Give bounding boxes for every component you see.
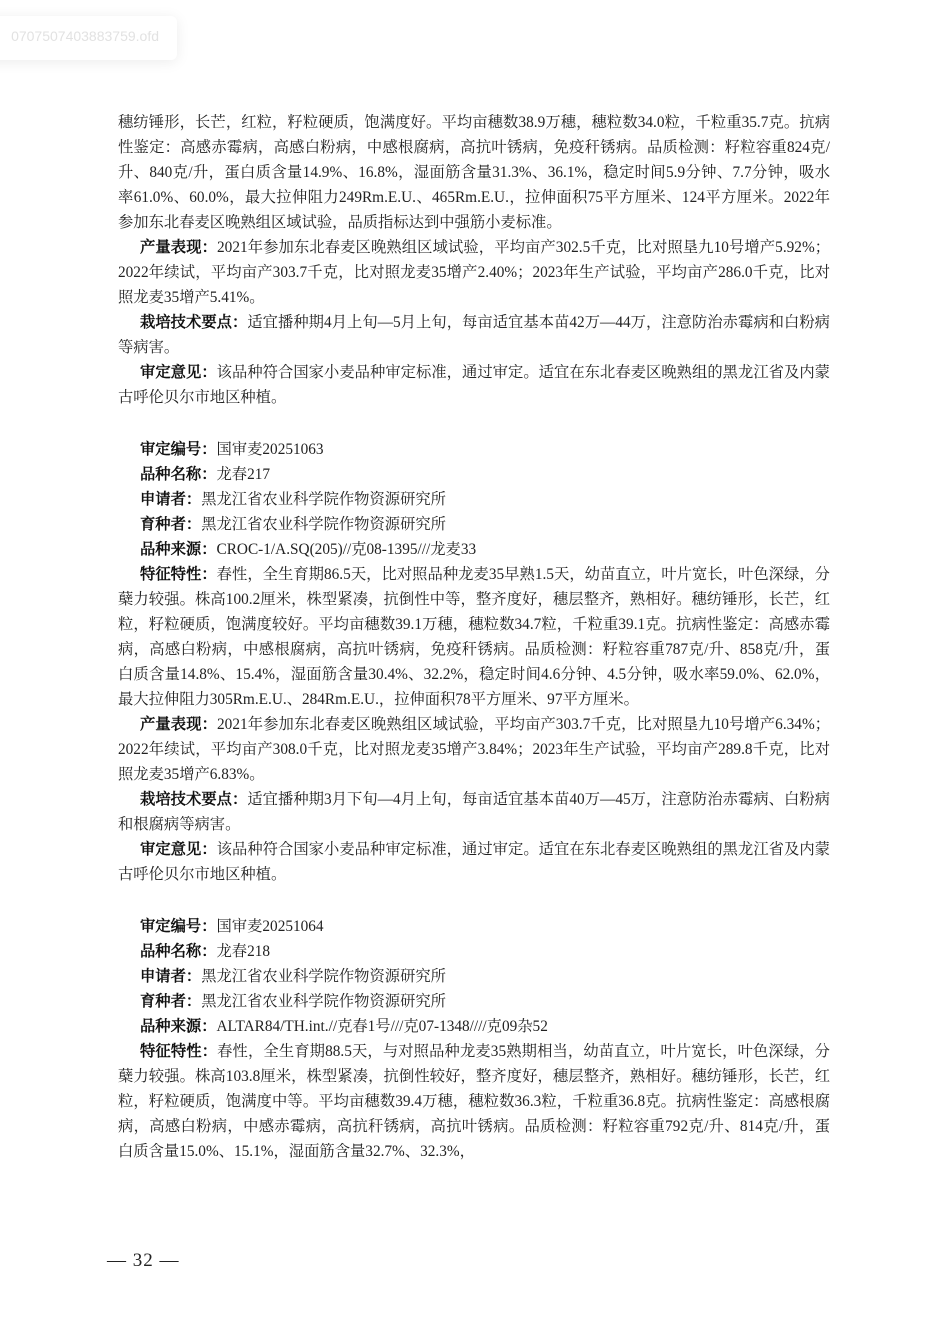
- value: 2021年参加东北春麦区晚熟组区域试验，平均亩产303.7千克，比对照垦九10号增产6.34%；2022年续试，平均亩产308.0千克，比对照龙麦35增产3.84%；2023年生产试验，平均亩产289.8千克，比对照龙麦35增产6.83%。: [118, 716, 830, 783]
- traits-continuation: 穗纺锤形，长芒，红粒，籽粒硬质，饱满度好。平均亩穗数38.9万穗，穗粒数34.0粒，千粒重35.7克。抗病性鉴定：高感赤霉病，高感白粉病，中感根腐病，高抗叶锈病，免疫秆锈病。品质检测：籽粒容重824克/升、840克/升，蛋白质含量14.9%、16.8%，湿面筋含量31.3%、36.1%，稳定时间5.9分钟、7.7分钟，吸水率61.0%、60.0%，最大拉伸阻力249Rm.E.U.、465Rm.E.U.，拉伸面积75平方厘米、124平方厘米。2022年参加东北春麦区晚熟组区域试验，品质指标达到中强筋小麦标准。: [118, 114, 830, 231]
- approval-number: [118, 914, 830, 939]
- applicant: [118, 964, 830, 989]
- breeder: [118, 989, 830, 1014]
- label: 产量表现：: [140, 239, 218, 256]
- traits-paragraph: [118, 562, 830, 712]
- page-number: — 32 —: [107, 1250, 180, 1271]
- cultivation-paragraph: [118, 787, 830, 837]
- value: 黑龙江省农业科学院作物资源研究所: [201, 968, 446, 985]
- label: 育种者：: [140, 993, 202, 1010]
- file-name-tab[interactable]: [0, 16, 177, 60]
- label: 品种名称：: [140, 943, 217, 960]
- label: 栽培技术要点：: [140, 314, 248, 331]
- label: 产量表现：: [140, 716, 218, 733]
- value: 黑龙江省农业科学院作物资源研究所: [201, 516, 446, 533]
- applicant: [118, 487, 830, 512]
- label: 申请者：: [140, 491, 202, 508]
- traits-paragraph: [118, 1039, 830, 1164]
- value: 适宜播种期3月下旬—4月上旬，每亩适宜基本苗40万—45万，注意防治赤霉病、白粉病和根腐病等病害。: [118, 791, 830, 833]
- label: 审定意见：: [140, 841, 217, 858]
- label: 育种者：: [140, 516, 202, 533]
- value: 该品种符合国家小麦品种审定标准，通过审定。适宜在东北春麦区晚熟组的黑龙江省及内蒙古呼伦贝尔市地区种植。: [118, 841, 830, 883]
- previous-variety-continuation: [118, 110, 830, 410]
- value: 该品种符合国家小麦品种审定标准，通过审定。适宜在东北春麦区晚熟组的黑龙江省及内蒙古呼伦贝尔市地区种植。: [118, 364, 830, 406]
- approval-number: [118, 437, 830, 462]
- value: 黑龙江省农业科学院作物资源研究所: [201, 491, 446, 508]
- value: 国审麦20251064: [216, 918, 324, 935]
- value: 春性，全生育期86.5天，比对照品种龙麦35早熟1.5天，幼苗直立，叶片宽长，叶色深绿，分蘖力较强。株高100.2厘米，株型紧凑，抗倒性中等，整齐度好，穗层整齐，熟相好。穗纺锤形，长芒，红粒，籽粒硬质，饱满度较好。平均亩穗数39.1万穗，穗粒数34.7粒，千粒重39.1克。抗病性鉴定：高感赤霉病，高感白粉病，中感根腐病，高抗叶锈病，免疫秆锈病。品质检测：籽粒容重787克/升、858克/升，蛋白质含量14.8%、15.4%，湿面筋含量30.4%、32.2%，稳定时间4.6分钟、4.5分钟，吸水率59.0%、62.0%，最大拉伸阻力305Rm.E.U.、284Rm.E.U.，拉伸面积78平方厘米、97平方厘米。: [118, 566, 830, 708]
- file-name: 0707507403883759.ofd: [11, 28, 159, 44]
- label: 品种来源：: [140, 1018, 217, 1035]
- yield-paragraph: [118, 712, 830, 787]
- value: 春性，全生育期88.5天，与对照品种龙麦35熟期相当，幼苗直立，叶片宽长，叶色深绿，分蘖力较强。株高103.8厘米，株型紧凑，抗倒性较好，整齐度好，穗层整齐，熟相好。穗纺锤形，长芒，红粒，籽粒硬质，饱满度中等。平均亩穗数39.4万穗，穗粒数36.3粒，千粒重36.8克。抗病性鉴定：高感根腐病，高感白粉病，中感赤霉病，高抗秆锈病，高抗叶锈病。品质检测：籽粒容重792克/升、814克/升，蛋白质含量15.0%、15.1%，湿面筋含量32.7%、32.3%，: [118, 1043, 830, 1160]
- value: 龙春217: [216, 466, 271, 483]
- opinion-paragraph: [118, 837, 830, 887]
- label: 品种来源：: [140, 541, 217, 558]
- value: 黑龙江省农业科学院作物资源研究所: [201, 993, 446, 1010]
- label: 审定意见：: [140, 364, 217, 381]
- document-page: [118, 110, 830, 1164]
- yield-paragraph: [118, 235, 830, 310]
- label: 申请者：: [140, 968, 202, 985]
- label: 品种名称：: [140, 466, 217, 483]
- label: 栽培技术要点：: [140, 791, 248, 808]
- value: 国审麦20251063: [216, 441, 324, 458]
- label: 审定编号：: [140, 918, 217, 935]
- variety-name: [118, 462, 830, 487]
- label: 特征特性：: [140, 1043, 218, 1060]
- value: 2021年参加东北春麦区晚熟组区域试验，平均亩产302.5千克，比对照垦九10号增产5.92%；2022年续试，平均亩产303.7千克，比对照龙麦35增产2.40%；2023年生产试验，平均亩产286.0千克，比对照龙麦35增产5.41%。: [118, 239, 830, 306]
- breeder: [118, 512, 830, 537]
- value: ALTAR84/TH.int.//克春1号///克07-1348////克09杂52: [216, 1018, 548, 1035]
- cultivation-paragraph: [118, 310, 830, 360]
- label: 特征特性：: [140, 566, 217, 583]
- variety-entry: [118, 437, 830, 887]
- variety-source: [118, 1014, 830, 1039]
- value: 适宜播种期4月上旬—5月上旬，每亩适宜基本苗42万—44万，注意防治赤霉病和白粉病等病害。: [118, 314, 830, 356]
- value: CROC-1/A.SQ(205)//克08-1395///龙麦33: [216, 541, 477, 558]
- value: 龙春218: [216, 943, 271, 960]
- variety-entry: [118, 914, 830, 1164]
- opinion-paragraph: [118, 360, 830, 410]
- variety-source: [118, 537, 830, 562]
- label: 审定编号：: [140, 441, 217, 458]
- variety-name: [118, 939, 830, 964]
